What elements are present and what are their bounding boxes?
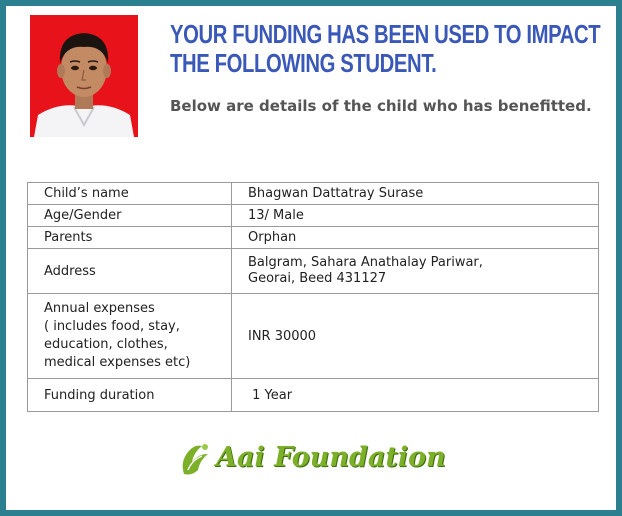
row-value: 13/ Male (232, 205, 599, 227)
hands-leaf-icon (178, 440, 214, 478)
row-label: Age/Gender (28, 205, 232, 227)
row-label: Annual expenses ( includes food, stay, education, clothes, medical expenses etc) (28, 294, 232, 379)
row-value: Orphan (232, 227, 599, 249)
row-value: INR 30000 (232, 294, 599, 379)
table-row (28, 294, 599, 379)
student-details-table (27, 182, 599, 412)
page-title: YOUR FUNDING HAS BEEN USED TO IMPACT THE FOLLOWING STUDENT. (170, 19, 601, 78)
row-label: Funding duration (28, 379, 232, 412)
student-photo (30, 15, 138, 137)
table-row (28, 379, 599, 412)
row-label: Address (28, 249, 232, 294)
aai-foundation-logo (178, 440, 448, 482)
row-value: 1 Year (232, 379, 599, 412)
row-value: Balgram, Sahara Anathalay Pariwar, Georai, Beed 431127 (232, 249, 599, 294)
row-label: Parents (28, 227, 232, 249)
page-subtitle: Below are details of the child who has benefitted. (170, 97, 592, 115)
row-value: Bhagwan Dattatray Surase (232, 183, 599, 205)
table-row (28, 183, 599, 205)
row-label: Child’s name (28, 183, 232, 205)
student-portrait-image (30, 15, 138, 137)
table-row (28, 205, 599, 227)
table-row (28, 249, 599, 294)
table-row (28, 227, 599, 249)
logo-name: Aai Foundation (216, 442, 446, 473)
